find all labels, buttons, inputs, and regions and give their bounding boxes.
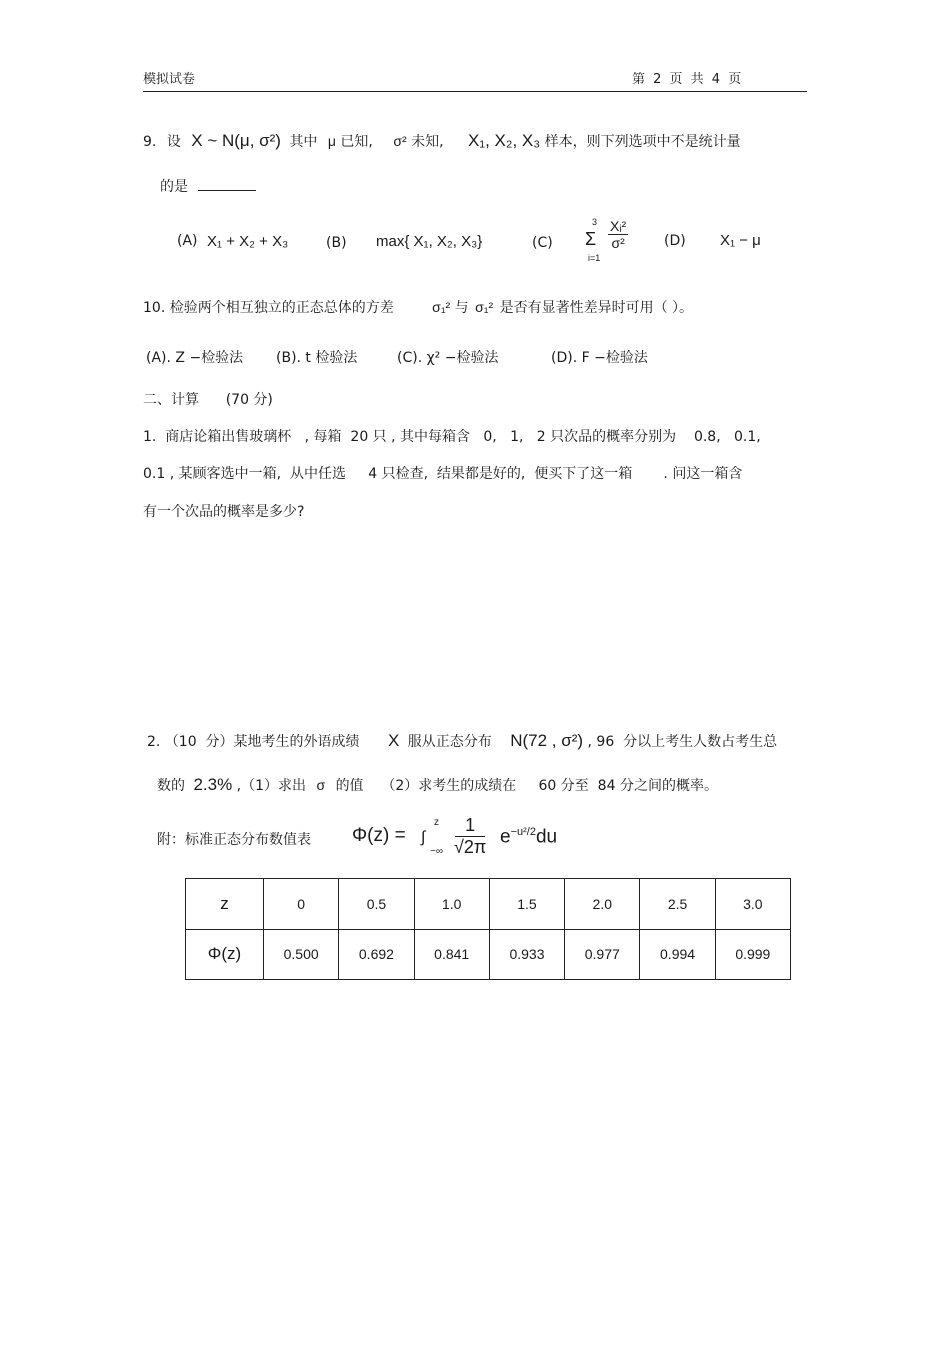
problem2-text-3: , 96 分以上考生人数占考生总 (587, 734, 778, 750)
table-cell: 2.0 (565, 879, 640, 930)
q9-option-c-sum: Σ (585, 229, 597, 249)
formula-phi: Φ(z) = (352, 825, 406, 846)
header-left: 模拟试卷 (143, 72, 196, 87)
q10-sigma2: σ₁² (475, 299, 494, 315)
formula-upper-limit: z (434, 817, 439, 828)
formula-numerator: 1 (455, 815, 485, 837)
table-cell: 0.841 (414, 929, 489, 980)
q9-option-d-label: (D) (664, 233, 686, 249)
q9-line2 (160, 176, 256, 196)
header-rule (143, 91, 807, 92)
q9-text-3: 已知, (340, 134, 373, 150)
q9-sigma2: σ² (393, 133, 407, 149)
q9-mu: μ (327, 133, 336, 149)
table-row-head-z: z (186, 879, 264, 930)
table-cell: 1.5 (489, 879, 564, 930)
table-cell: 2.5 (640, 879, 715, 930)
table-cell: 0.999 (715, 929, 790, 980)
q9-option-a-label: (A) (177, 233, 198, 249)
table-cell: 1.0 (414, 879, 489, 930)
formula-integral-sign: ∫ (421, 829, 426, 846)
q9-answer-blank (198, 176, 256, 191)
section-title: 二、计算 (70 分) (143, 392, 273, 408)
q10-option-a: (A). Z −检验法 (146, 350, 244, 366)
formula-denominator: √2π (454, 837, 487, 857)
q10-text-1: 10. 检验两个相互独立的正态总体的方差 (143, 300, 394, 316)
table-cell: 0.5 (339, 879, 414, 930)
appendix-label: 附：标准正态分布数值表 (157, 832, 311, 848)
problem2-X: X (387, 731, 400, 750)
q9-sample: X₁, X₂, X₃ (468, 131, 541, 150)
q10-sigma1: σ₁² (432, 299, 451, 315)
normal-distribution-table (185, 878, 791, 980)
q9-option-a: X₁ + X₂ + X₃ (207, 233, 289, 250)
problem2-normal: N(72 , σ²) (510, 731, 584, 750)
header-right: 第 2 页 共 4 页 (632, 72, 742, 87)
q9-text-5: 样本，则下列选项中不是统计量 (544, 134, 741, 150)
table-row-z (186, 879, 791, 930)
q9-text-1: 设 (166, 134, 181, 150)
problem2-sigma: σ (316, 777, 326, 793)
q9-option-b-label: (B) (326, 235, 347, 251)
problem2-text-2: 服从正态分布 (407, 734, 492, 750)
q10-option-d: (D). F −检验法 (551, 350, 648, 366)
table-cell: 0.977 (565, 929, 640, 980)
q9-line2-text: 的是 (160, 179, 188, 195)
table-cell: 3.0 (715, 879, 790, 930)
problem2-text-4: 数的 (157, 778, 185, 794)
problem1-line1: 1. 商店论箱出售玻璃杯 , 每箱 20 只 , 其中每箱含 0, 1, 2 只次品的概率分别为 0.8, 0.1, (143, 429, 761, 445)
q9-option-c-label: (C) (532, 235, 553, 251)
problem2-text-6: 的值 （2）求考生的成绩在 60 分至 84 分之间的概率。 (335, 778, 718, 794)
problem1-line2: 0.1 , 某顾客选中一箱, 从中任选 4 只检查, 结果都是好的, 便买下了这一箱 . 问这一箱含 (143, 466, 743, 482)
q10-text-2: 是否有显著性差异时可用（ ）。 (499, 300, 694, 316)
q9-option-c-fraction (608, 218, 628, 251)
formula-e: e (500, 826, 511, 848)
q9-option-d: X₁ − μ (720, 232, 761, 249)
table-cell: 0.994 (640, 929, 715, 980)
table-row-phi (186, 929, 791, 980)
q9-text-4: 未知, (411, 134, 444, 150)
problem2-line2 (157, 775, 718, 795)
formula-exponent: −u²/2 (510, 826, 536, 838)
q9-number: 9. (143, 134, 157, 150)
formula-du: du (535, 826, 558, 848)
q9-text-2: 其中 (289, 134, 318, 150)
table-row-head-phi: Φ(z) (186, 929, 264, 980)
formula-lower-limit: −∞ (430, 846, 443, 857)
problem2-percent: 2.3% (193, 775, 233, 794)
q10-option-c: (C). χ² −检验法 (397, 350, 499, 366)
q9-option-c-numerator: Xᵢ² (610, 218, 627, 234)
table-cell: 0 (264, 879, 339, 930)
formula-fraction (454, 815, 486, 858)
q9-option-c-denominator: σ² (611, 235, 625, 251)
formula-exp (500, 826, 557, 848)
problem2-line1 (147, 731, 777, 751)
q9-option-b: max{ X₁, X₂, X₃} (376, 233, 483, 250)
q10-line1 (143, 297, 693, 317)
problem2-text-1: 2. （10 分）某地考生的外语成绩 (147, 734, 360, 750)
q9-distribution: X ~ N(μ, σ²) (191, 131, 281, 150)
table-cell: 0.692 (339, 929, 414, 980)
q9-line1 (143, 131, 741, 151)
problem1-line3: 有一个次品的概率是多少? (143, 504, 305, 520)
q10-option-b: (B). t 检验法 (276, 350, 358, 366)
q10-text-mid: 与 (454, 300, 469, 316)
table-cell: 0.933 (489, 929, 564, 980)
table-cell: 0.500 (264, 929, 339, 980)
problem2-text-5: ,（1）求出 (236, 778, 307, 794)
q9-option-c-lower: i=1 (588, 253, 601, 263)
q9-option-c-upper: 3 (592, 217, 598, 227)
